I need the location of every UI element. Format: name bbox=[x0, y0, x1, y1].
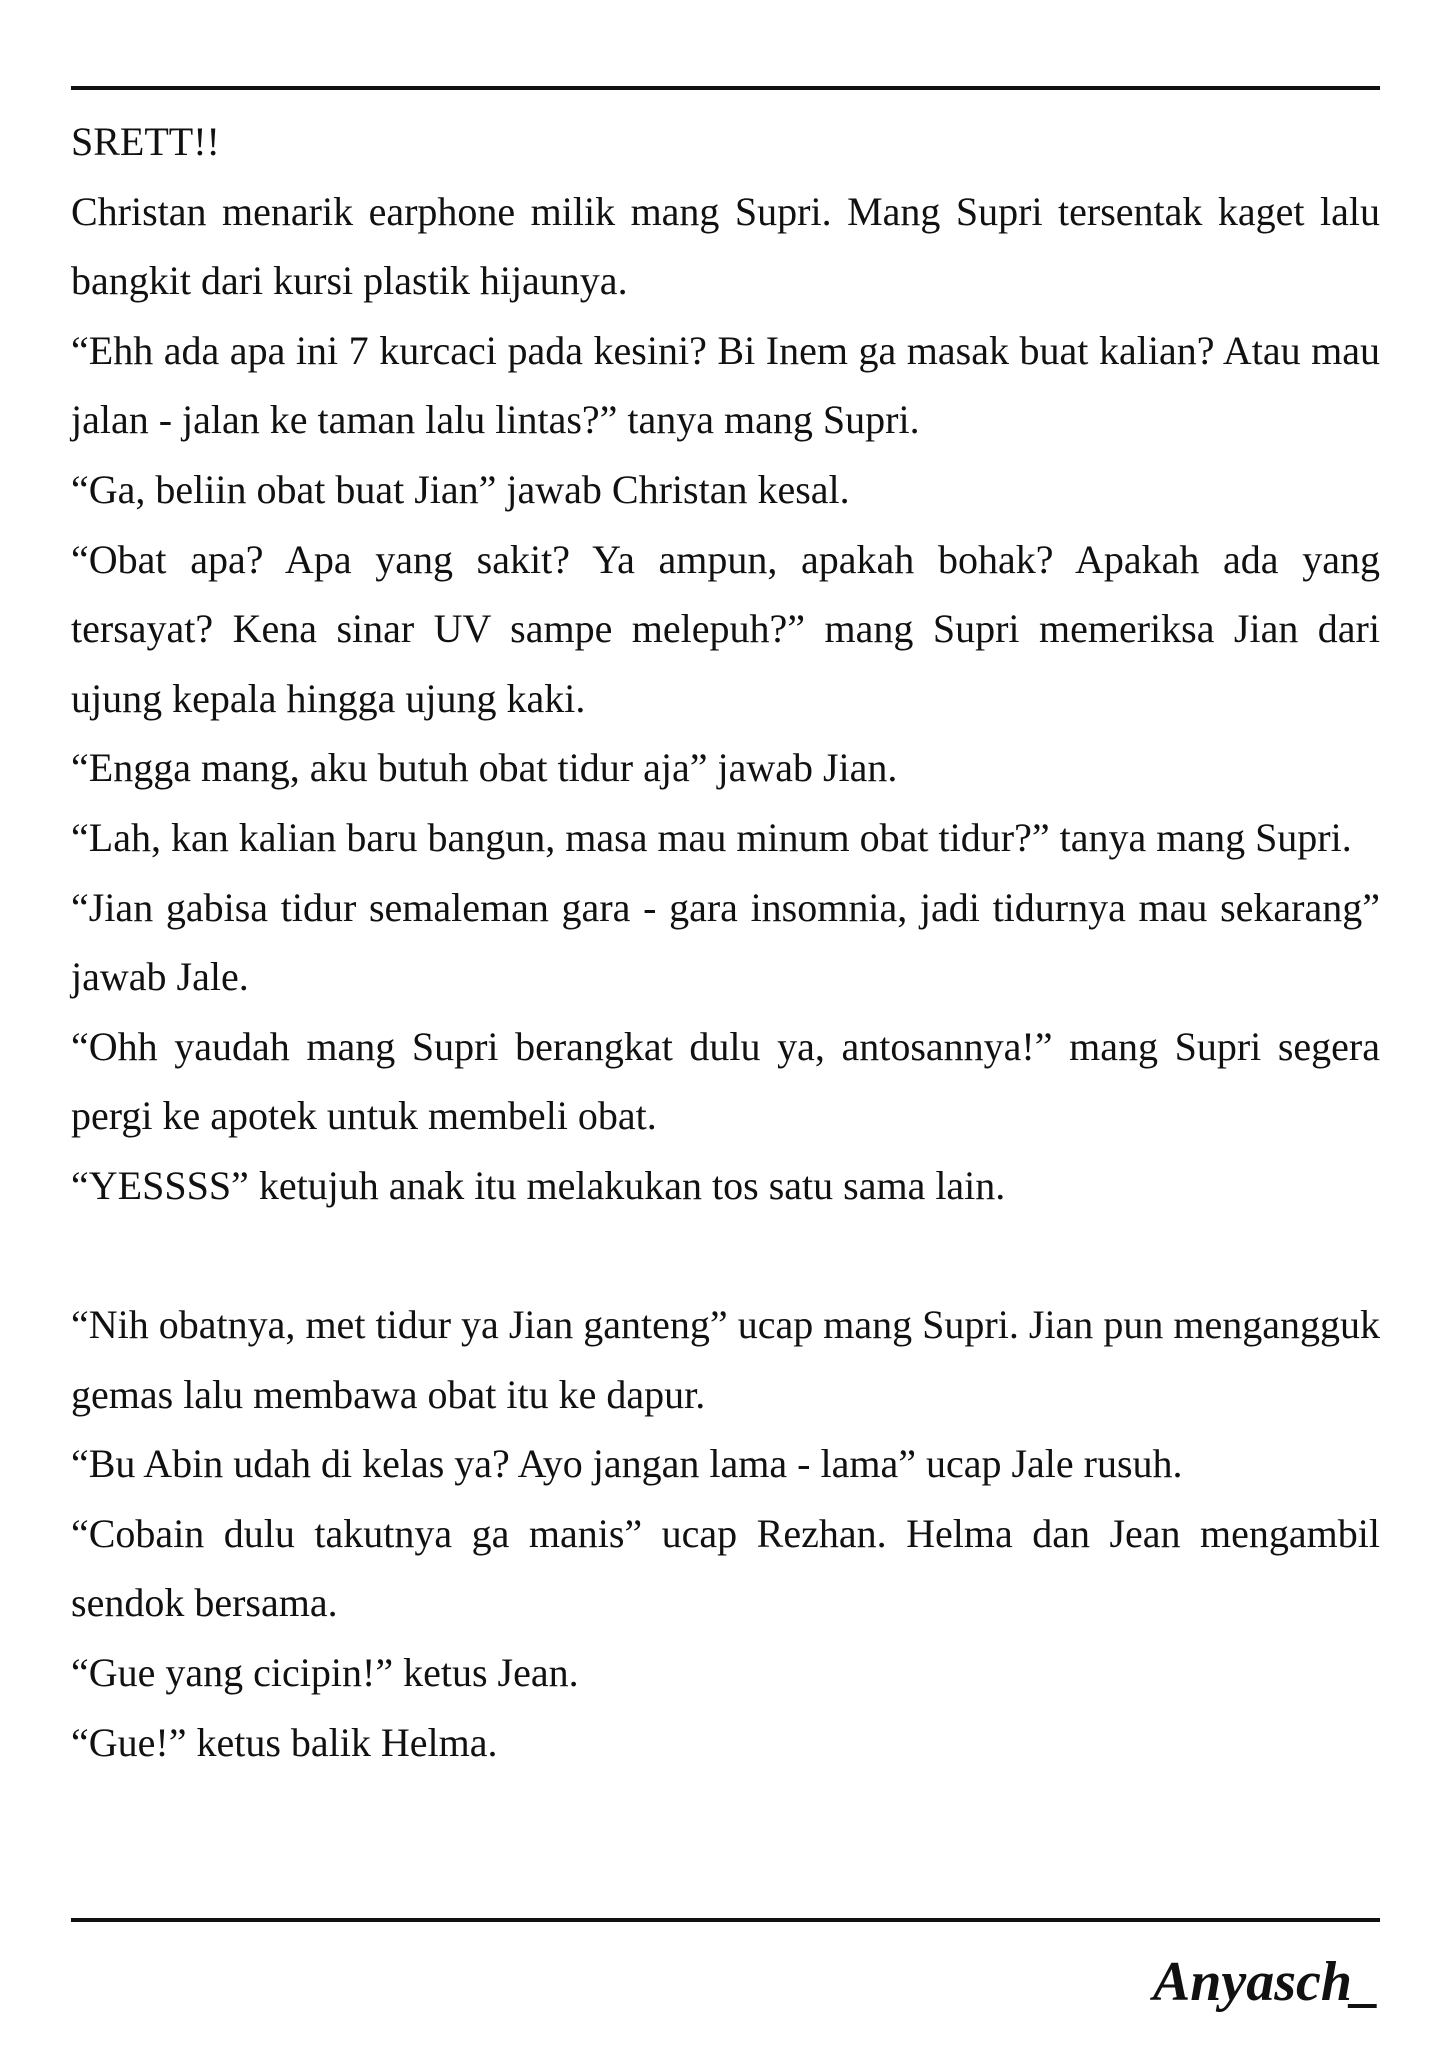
author-signature: Anyasch_ bbox=[1152, 1951, 1380, 2013]
story-text bbox=[71, 107, 1380, 1777]
top-divider bbox=[71, 86, 1380, 90]
paragraph: “Obat apa? Apa yang sakit? Ya ampun, apakah bohak? Apakah ada yang tersayat? Kena sinar UV sampe melepuh?” mang Supri memeriksa Jian dari ujung kepala hingga ujung kaki. bbox=[71, 536, 1380, 721]
paragraph: Christan menarik earphone milik mang Supri. Mang Supri tersentak kaget lalu bangkit dari kursi plastik hijaunya. bbox=[71, 188, 1380, 304]
paragraph: “Cobain dulu takutnya ga manis” ucap Rezhan. Helma dan Jean mengambil sendok bersama. bbox=[71, 1510, 1380, 1626]
paragraph: “Jian gabisa tidur semaleman gara - gara insomnia, jadi tidurnya mau sekarang” jawab Jale. bbox=[71, 884, 1380, 1000]
paragraph: “Gue!” ketus balik Helma. bbox=[71, 1719, 498, 1765]
paragraph: SRETT!! bbox=[71, 119, 220, 164]
paragraph: “Engga mang, aku butuh obat tidur aja” jawab Jian. bbox=[71, 745, 898, 791]
paragraph: “Gue yang cicipin!” ketus Jean. bbox=[71, 1650, 579, 1696]
section-break bbox=[71, 1221, 1380, 1291]
paragraph: “Nih obatnya, met tidur ya Jian ganteng” ucap mang Supri. Jian pun mengangguk gemas lalu membawa obat itu ke dapur. bbox=[71, 1302, 1380, 1417]
paragraph: “Ehh ada apa ini 7 kurcaci pada kesini? Bi Inem ga masak buat kalian? Atau mau jalan - jalan ke taman lalu lintas?” tanya mang Supri. bbox=[71, 327, 1380, 443]
paragraph: “Lah, kan kalian baru bangun, masa mau minum obat tidur?” tanya mang Supri. bbox=[71, 814, 1352, 860]
paragraph: “YESSSS” ketujuh anak itu melakukan tos satu sama lain. bbox=[71, 1162, 1006, 1208]
bottom-divider bbox=[71, 1918, 1380, 1922]
paragraph: “Ga, beliin obat buat Jian” jawab Christan kesal. bbox=[71, 466, 850, 512]
paragraph: “Bu Abin udah di kelas ya? Ayo jangan lama - lama” ucap Jale rusuh. bbox=[71, 1441, 1183, 1487]
paragraph: “Ohh yaudah mang Supri berangkat dulu ya, antosannya!” mang Supri segera pergi ke apotek untuk membeli obat. bbox=[71, 1023, 1380, 1139]
